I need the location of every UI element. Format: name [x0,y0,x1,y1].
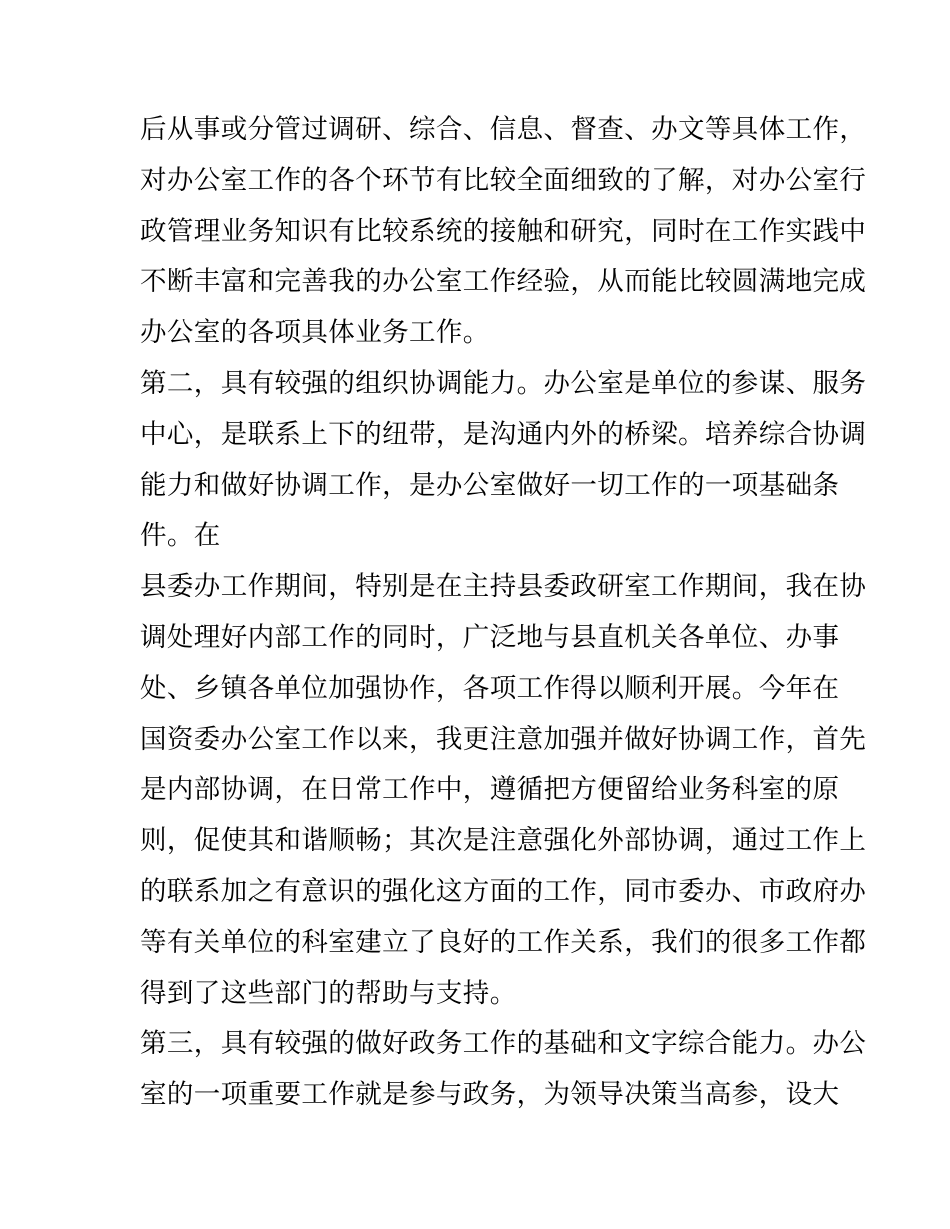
text-line-8: 能力和做好协调工作，是办公室做好一切工作的一项基础条 [140,469,840,501]
text-line-13: 国资委办公室工作以来，我更注意加强并做好协调工作，首先 [140,723,867,755]
text-line-7: 中心，是联系上下的纽带，是沟通内外的桥梁。培养综合协调 [140,418,867,450]
text-line-11: 调处理好内部工作的同时，广泛地与县直机关各单位、办事 [140,621,840,653]
text-line-17: 等有关单位的科室建立了良好的工作关系，我们的很多工作都 [140,926,867,958]
text-line-9: 件。在 [140,520,221,552]
text-line-6: 第二，具有较强的组织协调能力。办公室是单位的参谋、服务 [140,367,867,399]
text-line-16: 的联系加之有意识的强化这方面的工作，同市委办、市政府办 [140,875,867,907]
text-line-15: 则，促使其和谐顺畅；其次是注意强化外部协调，通过工作上 [140,825,867,857]
text-line-3: 政管理业务知识有比较系统的接触和研究，同时在工作实践中 [140,215,867,247]
text-line-1: 后从事或分管过调研、综合、信息、督查、办文等具体工作， [140,114,867,145]
text-line-10: 县委办工作期间，特别是在主持县委政研室工作期间，我在协 [140,571,867,603]
text-line-14: 是内部协调，在日常工作中，遵循把方便留给业务科室的原 [140,774,840,806]
text-line-5: 办公室的各项具体业务工作。 [140,317,490,349]
text-line-19: 第三，具有较强的做好政务工作的基础和文字综合能力。办公 [140,1028,867,1060]
text-line-12: 处、乡镇各单位加强协作，各项工作得以顺利开展。今年在 [140,672,840,704]
body-text [140,105,867,1121]
text-line-20: 室的一项重要工作就是参与政务，为领导决策当高参，设大 [140,1079,840,1111]
text-line-18: 得到了这些部门的帮助与支持。 [140,977,517,1009]
text-line-2: 对办公室工作的各个环节有比较全面细致的了解，对办公室行 [140,164,867,196]
text-line-4: 不断丰富和完善我的办公室工作经验，从而能比较圆满地完成 [140,266,867,298]
